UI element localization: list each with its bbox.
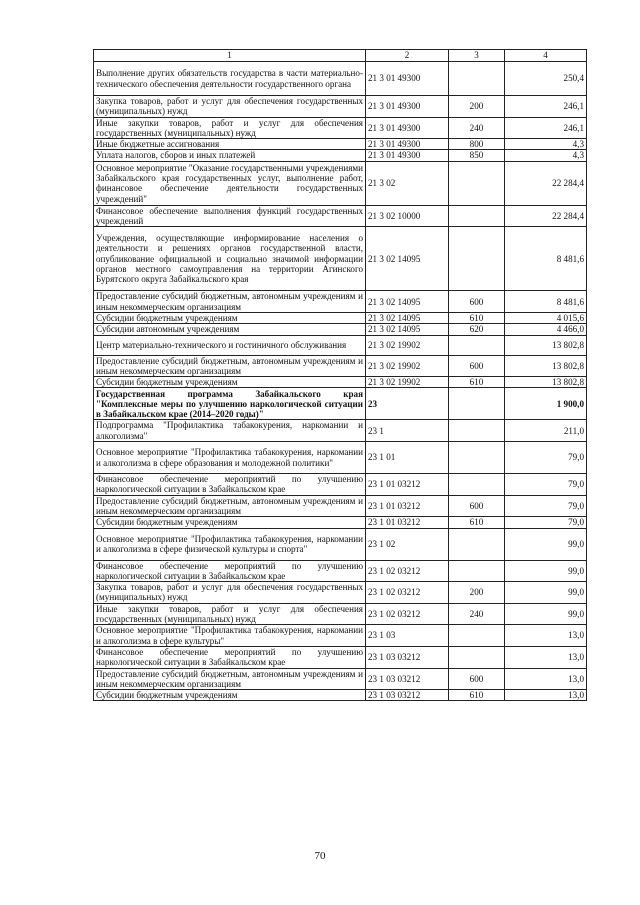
row-name-cell: Иные закупки товаров, работ и услуг для обеспечения государственных (муниципальных) нужд	[94, 603, 366, 625]
row-expense-type-cell	[449, 442, 505, 474]
row-expense-type-cell	[449, 625, 505, 647]
row-amount-cell: 13,0	[505, 668, 587, 690]
table-row	[94, 646, 587, 668]
row-expense-type-cell: 200	[449, 582, 505, 604]
row-amount-cell: 246,1	[505, 96, 587, 118]
row-amount-cell: 211,0	[505, 420, 587, 442]
row-name-cell: Финансовое обеспечение мероприятий по улучшению наркологической ситуации в Забайкальском крае	[94, 474, 366, 496]
row-amount-cell: 4,3	[505, 139, 587, 150]
table-row	[94, 96, 587, 118]
row-expense-type-cell: 600	[449, 495, 505, 517]
row-amount-cell: 99,0	[505, 528, 587, 560]
row-expense-type-cell	[449, 62, 505, 96]
row-amount-cell: 4 466,0	[505, 324, 587, 335]
row-amount-cell: 22 284,4	[505, 205, 587, 227]
row-amount-cell: 13 802,8	[505, 355, 587, 377]
table-row	[94, 442, 587, 474]
table-row	[94, 335, 587, 355]
row-code-cell: 21 3 01 49300	[366, 139, 449, 150]
row-amount-cell: 4,3	[505, 150, 587, 161]
row-amount-cell: 13 802,8	[505, 335, 587, 355]
row-name-cell: Основное мероприятие "Профилактика табакокурения, наркомании и алкоголизма в сфере культуры"	[94, 625, 366, 647]
row-name-cell: Субсидии автономным учреждениям	[94, 324, 366, 335]
table-row	[94, 355, 587, 377]
row-expense-type-cell: 610	[449, 517, 505, 528]
row-expense-type-cell	[449, 474, 505, 496]
table-row	[94, 291, 587, 313]
row-amount-cell: 79,0	[505, 442, 587, 474]
row-name-cell: Субсидии бюджетным учреждениям	[94, 312, 366, 323]
row-amount-cell: 79,0	[505, 517, 587, 528]
header-row	[94, 50, 587, 62]
row-code-cell: 21 3 02	[366, 161, 449, 205]
row-code-cell: 23 1 01 03212	[366, 474, 449, 496]
row-name-cell: Центр материально-технического и гостиничного обслуживания	[94, 335, 366, 355]
row-amount-cell: 8 481,6	[505, 227, 587, 291]
row-amount-cell: 79,0	[505, 474, 587, 496]
row-name-cell: Финансовое обеспечение выполнения функций государственных учреждений	[94, 205, 366, 227]
row-code-cell: 21 3 02 14095	[366, 227, 449, 291]
row-expense-type-cell: 610	[449, 377, 505, 388]
table-row	[94, 474, 587, 496]
table-row	[94, 161, 587, 205]
table-row	[94, 495, 587, 517]
row-amount-cell: 99,0	[505, 560, 587, 582]
header-col-1: 1	[94, 50, 366, 62]
row-code-cell: 21 3 02 19902	[366, 355, 449, 377]
header-col-3: 3	[449, 50, 505, 62]
row-code-cell: 23 1 02	[366, 528, 449, 560]
row-expense-type-cell: 620	[449, 324, 505, 335]
table-row	[94, 227, 587, 291]
table-row	[94, 62, 587, 96]
row-expense-type-cell	[449, 528, 505, 560]
row-expense-type-cell: 600	[449, 291, 505, 313]
row-amount-cell: 1 900,0	[505, 388, 587, 420]
row-expense-type-cell	[449, 161, 505, 205]
row-name-cell: Основное мероприятие "Профилактика табакокурения, наркомании и алкоголизма в сфере образования и молодежной политики"	[94, 442, 366, 474]
budget-table-body	[94, 50, 587, 701]
row-expense-type-cell: 610	[449, 690, 505, 701]
row-name-cell: Государственная программа Забайкальского края "Комплексные меры по улучшению наркологической ситуации в Забайкальском крае (2014–2020 годы)"	[94, 388, 366, 420]
row-name-cell: Выполнение других обязательств государства в части материально-технического обеспечения деятельности государственного органа	[94, 62, 366, 96]
table-row	[94, 312, 587, 323]
row-amount-cell: 8 481,6	[505, 291, 587, 313]
table-row	[94, 324, 587, 335]
table-row	[94, 603, 587, 625]
table-row	[94, 139, 587, 150]
header-col-2: 2	[366, 50, 449, 62]
row-name-cell: Финансовое обеспечение мероприятий по улучшению наркологической ситуации в Забайкальском крае	[94, 646, 366, 668]
row-name-cell: Предоставление субсидий бюджетным, автономным учреждениям и иным некоммерческим организациям	[94, 355, 366, 377]
row-expense-type-cell	[449, 388, 505, 420]
row-code-cell: 23 1	[366, 420, 449, 442]
row-code-cell: 23 1 03 03212	[366, 690, 449, 701]
table-row	[94, 420, 587, 442]
row-expense-type-cell	[449, 646, 505, 668]
row-name-cell: Основное мероприятие "Оказание государственными учреждениями Забайкальского края государственных услуг, выполнение работ, финансовое обеспечение деятельности государственных учреждений"	[94, 161, 366, 205]
table-row	[94, 528, 587, 560]
row-code-cell: 23 1 03 03212	[366, 668, 449, 690]
row-name-cell: Учреждения, осуществляющие информирование населения о деятельности и решениях органов государственной власти, опубликование официальной и социально значимой информации органов местного самоуправления на территории Агинского Бурятского округа Забайкальского края	[94, 227, 366, 291]
row-code-cell: 21 3 01 49300	[366, 62, 449, 96]
header-col-4: 4	[505, 50, 587, 62]
row-amount-cell: 13,0	[505, 690, 587, 701]
row-amount-cell: 4 015,6	[505, 312, 587, 323]
row-amount-cell: 99,0	[505, 582, 587, 604]
row-expense-type-cell: 200	[449, 96, 505, 118]
row-amount-cell: 22 284,4	[505, 161, 587, 205]
row-code-cell: 21 3 02 14095	[366, 324, 449, 335]
table-row	[94, 625, 587, 647]
row-expense-type-cell: 240	[449, 603, 505, 625]
row-code-cell: 23	[366, 388, 449, 420]
row-code-cell: 23 1 01	[366, 442, 449, 474]
table-row	[94, 560, 587, 582]
row-code-cell: 21 3 01 49300	[366, 150, 449, 161]
row-expense-type-cell	[449, 335, 505, 355]
row-name-cell: Субсидии бюджетным учреждениям	[94, 377, 366, 388]
table-row	[94, 517, 587, 528]
row-expense-type-cell	[449, 560, 505, 582]
table-row	[94, 377, 587, 388]
row-code-cell: 21 3 02 19902	[366, 377, 449, 388]
table-row	[94, 388, 587, 420]
row-expense-type-cell: 800	[449, 139, 505, 150]
row-name-cell: Иные бюджетные ассигнования	[94, 139, 366, 150]
row-name-cell: Субсидии бюджетным учреждениям	[94, 690, 366, 701]
table-row	[94, 668, 587, 690]
row-code-cell: 21 3 02 14095	[366, 312, 449, 323]
budget-table	[93, 49, 587, 701]
row-amount-cell: 13,0	[505, 646, 587, 668]
row-code-cell: 21 3 01 49300	[366, 96, 449, 118]
row-code-cell: 21 3 02 10000	[366, 205, 449, 227]
row-expense-type-cell: 600	[449, 668, 505, 690]
row-name-cell: Финансовое обеспечение мероприятий по улучшению наркологической ситуации в Забайкальском крае	[94, 560, 366, 582]
row-amount-cell: 250,4	[505, 62, 587, 96]
table-row	[94, 117, 587, 139]
row-code-cell: 23 1 03 03212	[366, 646, 449, 668]
row-code-cell: 21 3 02 19902	[366, 335, 449, 355]
page-number: 70	[314, 850, 326, 862]
row-name-cell: Основное мероприятие "Профилактика табакокурения, наркомании и алкоголизма в сфере физической культуры и спорта"	[94, 528, 366, 560]
row-code-cell: 23 1 01 03212	[366, 495, 449, 517]
row-name-cell: Закупка товаров, работ и услуг для обеспечения государственных (муниципальных) нужд	[94, 96, 366, 118]
row-name-cell: Предоставление субсидий бюджетным, автономным учреждениям и иным некоммерческим организациям	[94, 291, 366, 313]
row-code-cell: 21 3 01 49300	[366, 117, 449, 139]
table-row	[94, 690, 587, 701]
row-code-cell: 23 1 03	[366, 625, 449, 647]
row-expense-type-cell: 610	[449, 312, 505, 323]
table-row	[94, 150, 587, 161]
table-row	[94, 582, 587, 604]
row-code-cell: 23 1 02 03212	[366, 582, 449, 604]
row-code-cell: 23 1 02 03212	[366, 560, 449, 582]
row-amount-cell: 99,0	[505, 603, 587, 625]
row-name-cell: Предоставление субсидий бюджетным, автономным учреждениям и иным некоммерческим организациям	[94, 668, 366, 690]
row-name-cell: Закупка товаров, работ и услуг для обеспечения государственных (муниципальных) нужд	[94, 582, 366, 604]
row-name-cell: Субсидии бюджетным учреждениям	[94, 517, 366, 528]
table-row	[94, 205, 587, 227]
row-amount-cell: 246,1	[505, 117, 587, 139]
row-expense-type-cell	[449, 420, 505, 442]
row-name-cell: Подпрограмма "Профилактика табакокурения, наркомании и алкоголизма"	[94, 420, 366, 442]
row-name-cell: Иные закупки товаров, работ и услуг для обеспечения государственных (муниципальных) нужд	[94, 117, 366, 139]
row-amount-cell: 13 802,8	[505, 377, 587, 388]
row-name-cell: Уплата налогов, сборов и иных платежей	[94, 150, 366, 161]
row-amount-cell: 79,0	[505, 495, 587, 517]
row-expense-type-cell	[449, 205, 505, 227]
row-amount-cell: 13,0	[505, 625, 587, 647]
row-code-cell: 21 3 02 14095	[366, 291, 449, 313]
row-code-cell: 23 1 02 03212	[366, 603, 449, 625]
row-expense-type-cell: 850	[449, 150, 505, 161]
row-expense-type-cell	[449, 227, 505, 291]
row-name-cell: Предоставление субсидий бюджетным, автономным учреждениям и иным некоммерческим организациям	[94, 495, 366, 517]
row-expense-type-cell: 240	[449, 117, 505, 139]
row-expense-type-cell: 600	[449, 355, 505, 377]
row-code-cell: 23 1 01 03212	[366, 517, 449, 528]
